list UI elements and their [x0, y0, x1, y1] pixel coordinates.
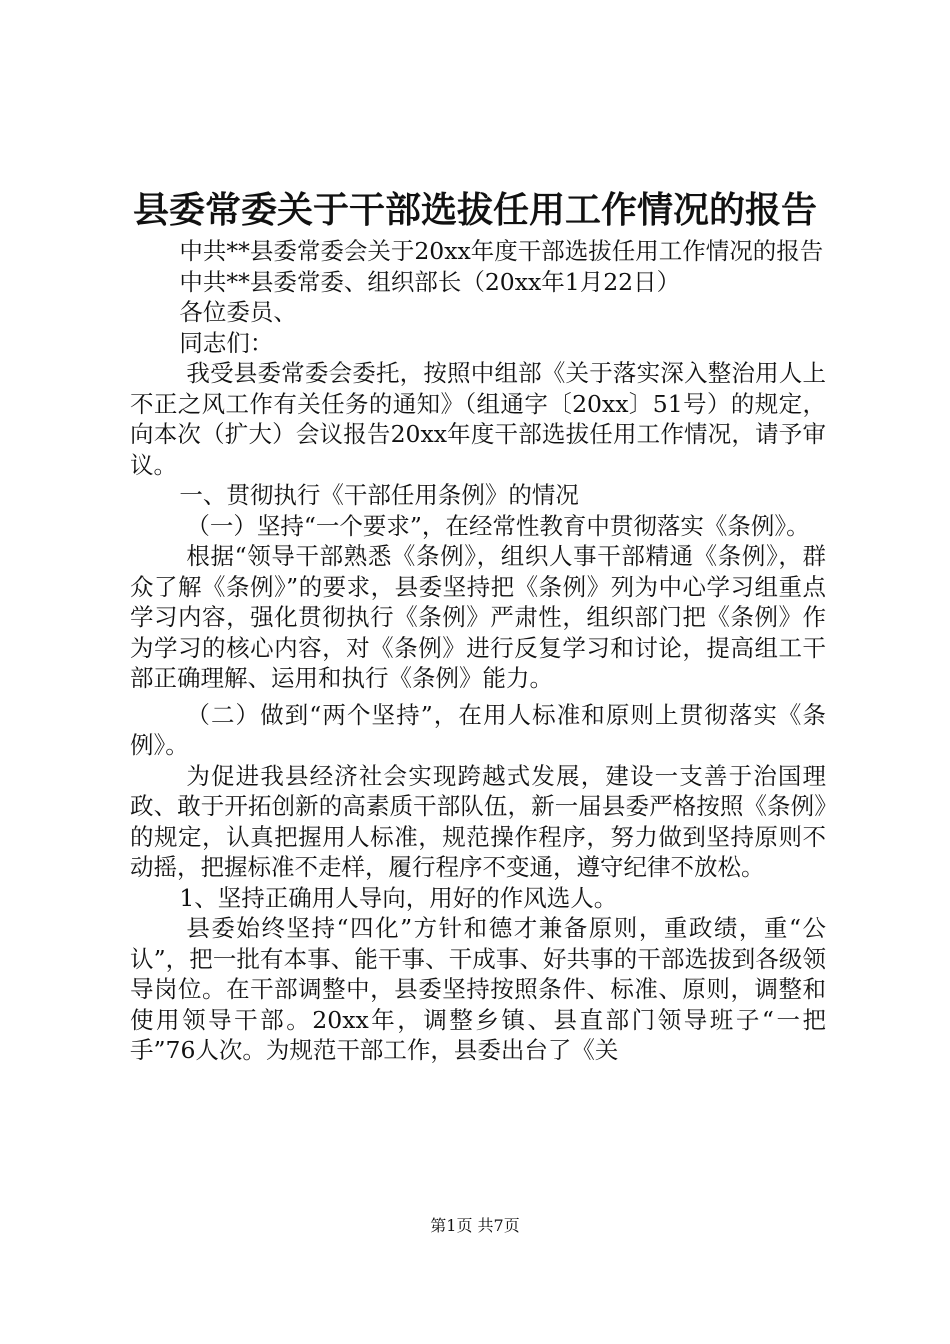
- document-body: [130, 236, 826, 1066]
- salutation-comrades: 同志们：: [179, 328, 274, 357]
- subsection-heading: （一）坚持“一个要求”，在经常性教育中贯彻落实《条例》。: [186, 511, 810, 540]
- subsection-heading: （二）做到“两个坚持”，在用人标准和原则上贯彻落实《条例》。: [130, 700, 826, 759]
- salutation-members: 各位委员、: [179, 298, 297, 326]
- author-line: 中共**县委常委、组织部长（20xx年1月22日）: [179, 267, 681, 296]
- list-heading: 1、坚持正确用人导向，用好的作风选人。: [179, 883, 618, 912]
- body-paragraph: 根据“领导干部熟悉《条例》，组织人事干部精通《条例》，群众了解《条例》”的要求，县委坚持把《条例》列为中心学习组重点学习内容，强化贯彻执行《条例》严肃性，组织部门把《条例》作为学习的核心内容，对《条例》进行反复学习和讨论，提高组工干部正确理解、运用和执行《条例》能力。: [130, 542, 826, 692]
- page-number: 第1页 共7页: [430, 1216, 520, 1235]
- report-heading: 中共**县委常委会关于20xx年度干部选拔任用工作情况的报告: [179, 237, 824, 265]
- body-paragraph: 县委始终坚持“四化”方针和德才兼备原则，重政绩，重“公认”，把一批有本事、能干事、干成事、好共事的干部选拔到各级领导岗位。在干部调整中，县委坚持按照条件、标准、原则，调整和使用领导干部。20xx年，调整乡镇、县直部门领导班子“一把手”76人次。为规范干部工作，县委出台了《关: [130, 914, 826, 1064]
- section-heading: 一、贯彻执行《干部任用条例》的情况: [179, 481, 579, 509]
- document-title: 县委常委关于干部选拔任用工作情况的报告: [132, 189, 817, 231]
- body-paragraph: 我受县委常委会委托，按照中组部《关于落实深入整治用人上不正之风工作有关任务的通知》（组通字〔20xx〕51号）的规定，向本次（扩大）会议报告20xx年度干部选拔任用工作情况，请予审议。: [130, 359, 826, 479]
- body-paragraph: 为促进我县经济社会实现跨越式发展，建设一支善于治国理政、敢于开拓创新的高素质干部队伍，新一届县委严格按照《条例》的规定，认真把握用人标准，规范操作程序，努力做到坚持原则不动摇，把握标准不走样，履行程序不变通，遵守纪律不放松。: [130, 761, 826, 881]
